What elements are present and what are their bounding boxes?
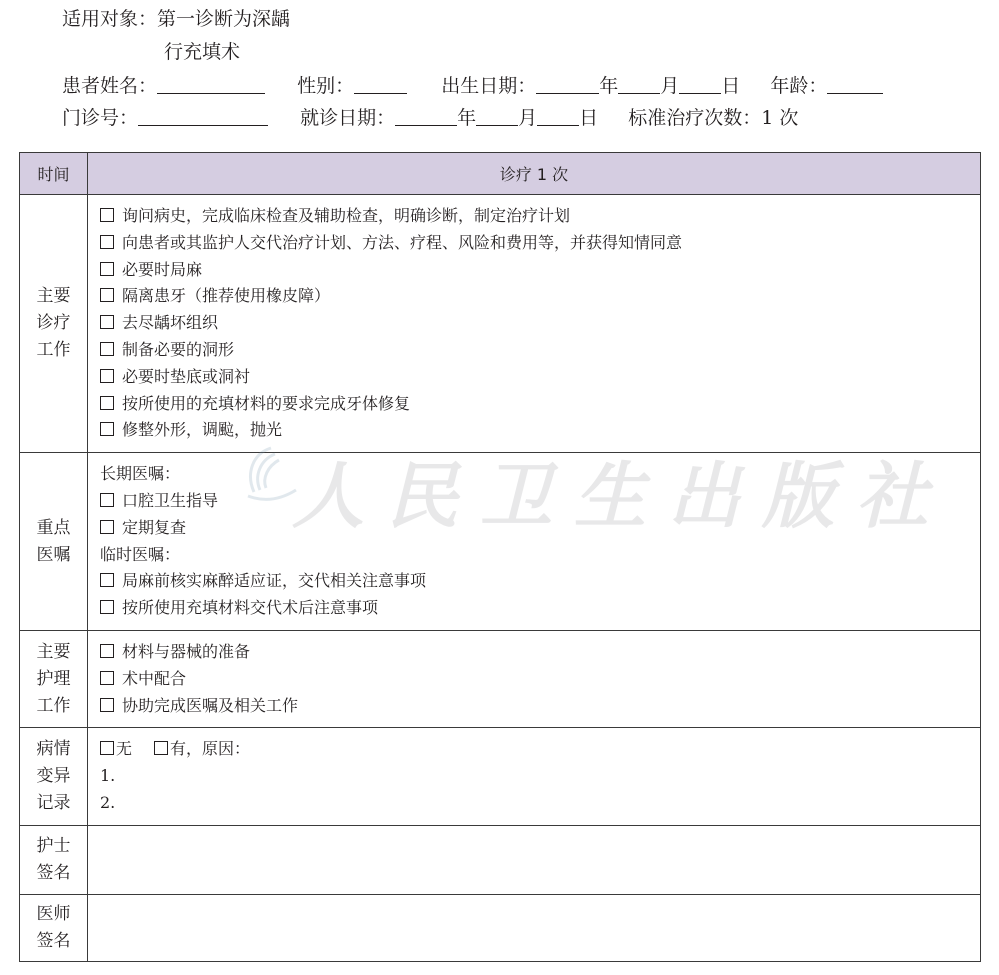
long-term-orders-title: 长期医嘱： [100,464,181,484]
list-item: 必要时局麻 [100,257,980,284]
checkbox[interactable] [100,315,114,329]
checkbox[interactable] [100,235,114,249]
visit-year-unit: 年 [457,107,477,129]
list-item: 局麻前核实麻醉适应证，交代相关注意事项 [100,568,980,595]
nursing-label: 主要 护理 工作 [20,630,88,727]
checkbox[interactable] [100,520,114,534]
gender-field[interactable] [354,74,407,94]
nurse-sign-row [20,825,981,894]
visit-date-label: 就诊日期： [300,107,396,129]
checkbox[interactable] [100,698,114,712]
doctor-sign-row [20,894,981,961]
standard-visits-label: 标准治疗次数：1 次 [628,107,799,129]
list-item: 去尽龋坏组织 [100,310,980,337]
main-work-label: 主要 诊疗 工作 [20,195,88,453]
list-item: 制备必要的洞形 [100,337,980,364]
variance-line-2: 2. [100,792,116,812]
clinical-pathway-table [19,152,981,962]
dob-year-field[interactable] [536,74,599,94]
checkbox[interactable] [100,342,114,356]
nurse-sign-field[interactable] [88,825,981,894]
orders-row [20,453,981,631]
visit-year-field[interactable] [395,106,457,126]
clinic-number-field[interactable] [138,106,268,126]
watermark-text: 人民卫生出版社 [292,453,951,538]
nursing-content [88,630,981,727]
dob-day-field[interactable] [679,74,721,94]
variance-label: 病情 变异 记录 [20,728,88,825]
list-item: 按所使用的充填材料的要求完成牙体修复 [100,391,980,418]
list-item: 向患者或其监护人交代治疗计划、方法、疗程、风险和费用等，并获得知情同意 [100,230,980,257]
variance-options [100,736,980,763]
list-item: 修整外形，调䬃，抛光 [100,417,980,444]
applicable-object: 适用对象：第一诊断为深龋 [62,8,291,30]
checkbox-none[interactable] [100,741,114,755]
col-visit-header: 诊疗 1 次 [88,153,981,195]
variance-content [88,728,981,825]
doctor-sign-label: 医师 签名 [20,894,88,961]
dob-day-unit: 日 [721,75,741,97]
visit-month-field[interactable] [476,106,518,126]
list-item: 按所使用充填材料交代术后注意事项 [100,595,980,622]
visit-info-line [62,105,798,131]
orders-content [88,453,981,631]
dob-year-unit: 年 [599,75,619,97]
visit-day-field[interactable] [537,106,579,126]
age-label: 年龄： [770,75,828,97]
checkbox[interactable] [100,671,114,685]
checkbox[interactable] [100,493,114,507]
main-work-row [20,195,981,453]
dob-label: 出生日期： [441,75,537,97]
orders-label: 重点 医嘱 [20,453,88,631]
list-item: 必要时垫底或洞衬 [100,364,980,391]
list-item: 隔离患牙（推荐使用橡皮障） [100,283,980,310]
list-item: 协助完成医嘱及相关工作 [100,693,980,720]
table-header-row [20,153,981,195]
doctor-sign-field[interactable] [88,894,981,961]
patient-info-line [62,73,883,99]
visit-month-unit: 月 [518,107,538,129]
option-yes-label: 有，原因： [170,739,251,759]
checkbox[interactable] [100,208,114,222]
list-item: 术中配合 [100,666,980,693]
checkbox[interactable] [100,600,114,614]
variance-line-1: 1. [100,766,116,786]
nurse-sign-label: 护士 签名 [20,825,88,894]
checkbox-yes[interactable] [154,741,168,755]
nursing-row [20,630,981,727]
patient-name-field[interactable] [157,74,265,94]
col-time-header: 时间 [20,153,88,195]
list-item: 定期复查 [100,515,980,542]
checkbox[interactable] [100,262,114,276]
variance-row [20,728,981,825]
temporary-orders-title: 临时医嘱： [100,544,181,564]
checkbox[interactable] [100,396,114,410]
main-work-content [88,195,981,453]
age-field[interactable] [827,74,883,94]
applicable-procedure: 行充填术 [164,41,241,63]
dob-month-field[interactable] [618,74,660,94]
checkbox[interactable] [100,644,114,658]
visit-day-unit: 日 [579,107,599,129]
list-item: 询问病史，完成临床检查及辅助检查，明确诊断，制定治疗计划 [100,203,980,230]
checkbox[interactable] [100,422,114,436]
checkbox[interactable] [100,369,114,383]
option-none-label: 无 [116,739,133,759]
gender-label: 性别： [297,75,355,97]
checkbox[interactable] [100,288,114,302]
clinic-number-label: 门诊号： [62,107,139,129]
list-item: 材料与器械的准备 [100,639,980,666]
checkbox[interactable] [100,573,114,587]
patient-name-label: 患者姓名： [62,75,158,97]
list-item: 口腔卫生指导 [100,488,980,515]
dob-month-unit: 月 [660,75,680,97]
